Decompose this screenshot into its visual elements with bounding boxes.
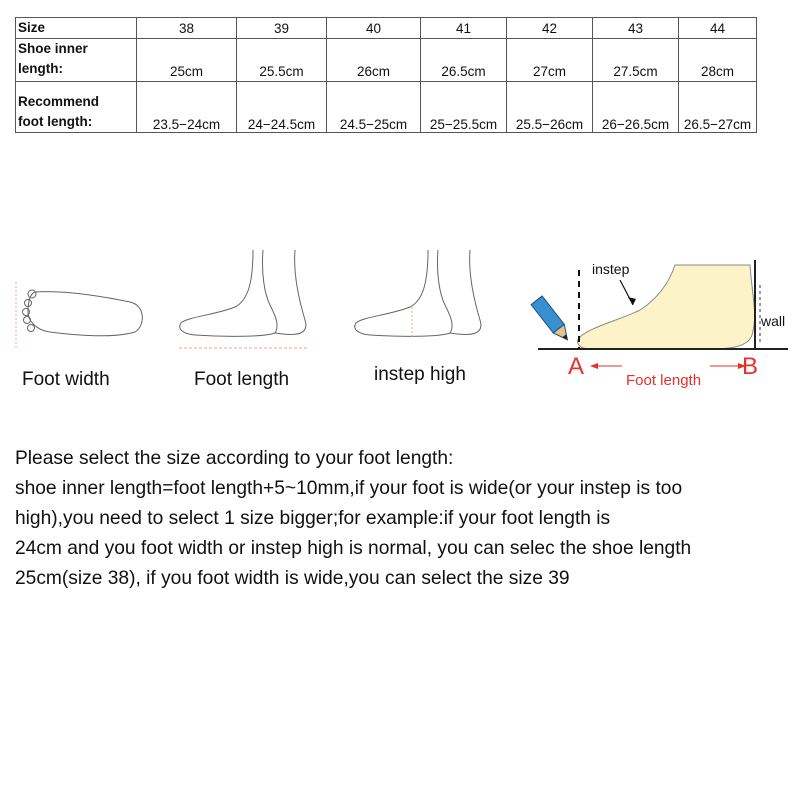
foot-length-cell: 25.5−26cm (507, 82, 593, 133)
size-table (15, 17, 757, 133)
size-cell: 42 (507, 18, 593, 39)
instep-label: instep (592, 261, 630, 277)
foot-length-cell: 23.5−24cm (137, 82, 237, 133)
instep-high-caption: instep high (374, 364, 466, 385)
foot-length-cell: 26−26.5cm (593, 82, 679, 133)
foot-length-cell: 24.5−25cm (327, 82, 421, 133)
foot-length-row (16, 82, 757, 133)
inner-length-cell: 25cm (137, 39, 237, 82)
size-cell: 39 (237, 18, 327, 39)
size-cell: 40 (327, 18, 421, 39)
header-line: Recommend (18, 94, 100, 109)
size-row (16, 18, 757, 39)
header-line: foot length: (18, 114, 93, 129)
inner-length-cell: 25.5cm (237, 39, 327, 82)
size-cell: 41 (421, 18, 507, 39)
foot-length-caption: Foot length (194, 369, 290, 390)
header-line: length: (18, 61, 63, 76)
size-cell: 43 (593, 18, 679, 39)
point-a-label: A (568, 353, 585, 380)
foot-width-caption: Foot width (22, 369, 110, 390)
point-b-label: B (742, 353, 759, 380)
inner-length-row (16, 39, 757, 82)
instruction-line: shoe inner length=foot length+5~10mm,if your foot is wide(or your instep is too (15, 478, 683, 499)
size-cell: 38 (137, 18, 237, 39)
instruction-line: Please select the size according to your foot length: (15, 448, 454, 469)
instruction-line: high),you need to select 1 size bigger;for example:if your foot length is (15, 508, 611, 529)
instep-high-illustration (350, 245, 490, 345)
header-line: Shoe inner (18, 41, 88, 56)
inner-length-header (16, 39, 137, 82)
foot-width-illustration (10, 270, 150, 360)
foot-length-cell: 24−24.5cm (237, 82, 327, 133)
size-cell: 44 (679, 18, 757, 39)
pencil-icon (531, 296, 573, 344)
foot-measure-illustration (530, 255, 795, 390)
instruction-line: 25cm(size 38), if you foot width is wide,you can select the size 39 (15, 568, 570, 589)
size-header: Size (16, 18, 137, 39)
inner-length-cell: 26cm (327, 39, 421, 82)
foot-length-cell: 25−25.5cm (421, 82, 507, 133)
inner-length-cell: 26.5cm (421, 39, 507, 82)
inner-length-cell: 27.5cm (593, 39, 679, 82)
wall-label: wall (761, 313, 786, 329)
foot-length-cell: 26.5−27cm (679, 82, 757, 133)
inner-length-cell: 27cm (507, 39, 593, 82)
instruction-line: 24cm and you foot width or instep high is normal, you can selec the shoe length (15, 538, 692, 559)
foot-length-measure-label: Foot length (626, 372, 702, 389)
foot-length-illustration (175, 245, 315, 355)
size-instructions (15, 444, 800, 594)
inner-length-cell: 28cm (679, 39, 757, 82)
foot-shape (578, 265, 755, 349)
foot-length-header (16, 82, 137, 133)
